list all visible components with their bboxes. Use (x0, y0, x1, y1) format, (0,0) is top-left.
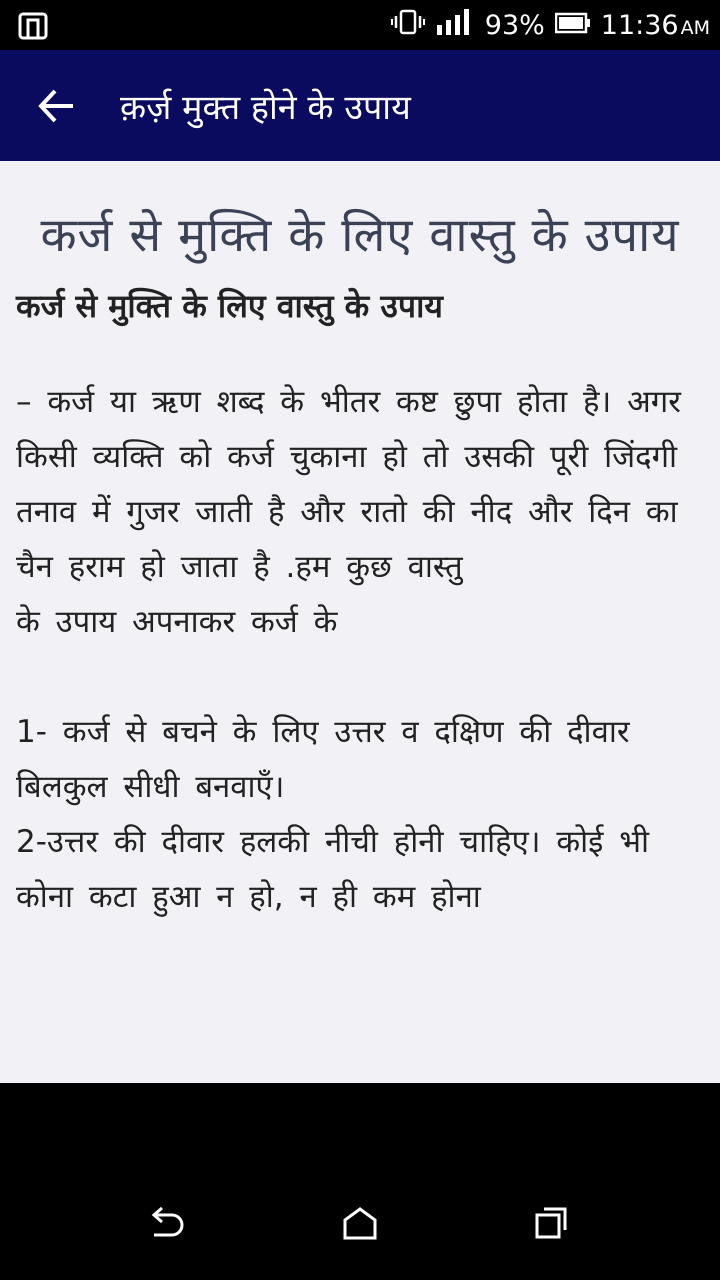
battery-percent: 93% (484, 9, 545, 41)
clock (601, 10, 710, 41)
app-title: क़र्ज़ मुक्त होने के उपाय (120, 87, 411, 128)
battery-icon (555, 10, 591, 41)
clock-ampm: AM (680, 16, 710, 39)
article-title: कर्ज से मुक्ति के लिए वास्तु के उपाय (40, 208, 680, 263)
article-point-1: 1- कर्ज से बचने के लिए उत्तर व दक्षिण की दीवार बिलकुल सीधी बनवाएँ। (16, 714, 630, 805)
article-body (16, 375, 704, 925)
app-bar (0, 50, 720, 161)
article-intro-continued: के उपाय अपनाकर कर्ज के (16, 604, 338, 640)
back-button[interactable] (26, 78, 86, 134)
home-nav-icon (342, 1205, 378, 1241)
article-intro: – कर्ज या ऋण शब्द के भीतर कष्ट छुपा होता है। अगर किसी व्यक्ति को कर्ज चुकाना हो तो उसकी पूरी जिंदगी तनाव में गुजर जाती है और रातो की नीद और दिन का चैन हराम हो जाता है .हम कुछ वास्तु (16, 384, 681, 585)
signal-icon (435, 7, 475, 44)
status-bar (0, 0, 720, 50)
clock-time: 11:36 (600, 9, 679, 41)
article-content[interactable] (0, 161, 720, 1083)
screen-rotate-icon (18, 10, 50, 40)
vibrate-icon (391, 8, 425, 43)
status-indicators (391, 0, 710, 50)
home-nav-button[interactable] (312, 1191, 408, 1255)
back-nav-button[interactable] (118, 1191, 214, 1255)
navigation-bar (0, 1083, 720, 1280)
article-subheading: कर्ज से मुक्ति के लिए वास्तु के उपाय (16, 287, 443, 325)
recents-nav-button[interactable] (504, 1191, 600, 1255)
back-nav-icon (146, 1205, 186, 1241)
article-point-2: 2-उत्तर की दीवार हलकी नीची होनी चाहिए। कोई भी कोना कटा हुआ न हो, न ही कम होना (16, 824, 650, 915)
recents-nav-icon (534, 1205, 570, 1241)
paragraph-gap (16, 650, 704, 705)
arrow-back-icon (37, 88, 75, 124)
